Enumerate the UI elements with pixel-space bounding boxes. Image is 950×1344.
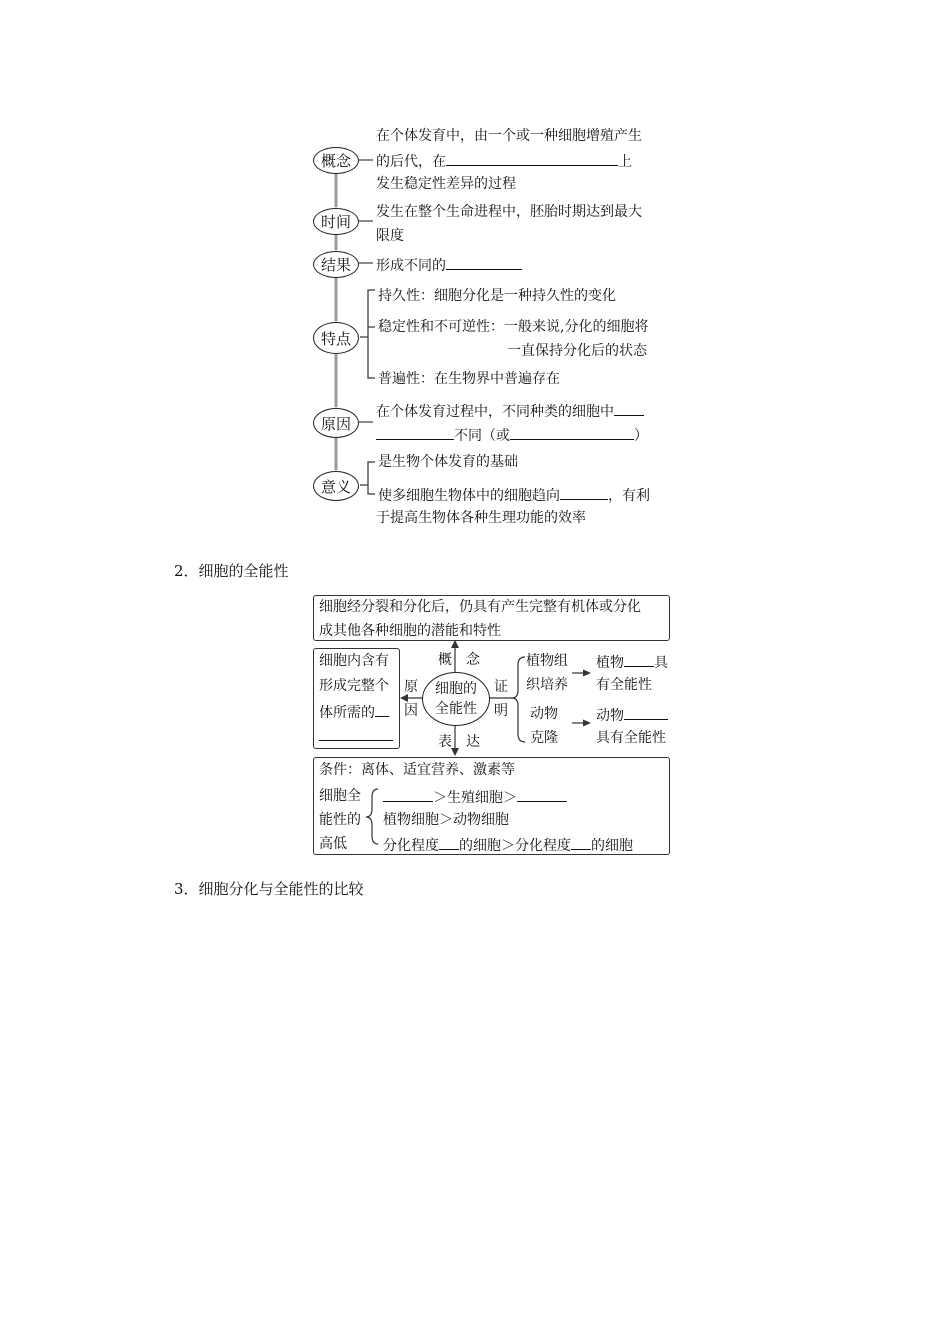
time-line-1: 发生在整个生命进程中，胚胎时期达到最大 <box>376 204 642 220</box>
time-label: 时间 <box>320 213 351 231</box>
time-line-2: 限度 <box>376 228 404 244</box>
concept-box-line-1: 细胞经分裂和分化后，仍具有产生完整有机体或分化 <box>319 599 641 615</box>
concept-line-2-end: 上 <box>618 154 632 170</box>
meaning-item-2-text: 使多细胞生物体中的细胞趋向 <box>378 488 560 504</box>
center-line-1: 细胞的 <box>435 681 477 697</box>
meaning-item-2-end: ，有利 <box>608 488 650 504</box>
label-expression: 表 达 <box>438 734 480 750</box>
center-line-2: 全能性 <box>435 701 477 717</box>
section-3-title: 3．细胞分化与全能性的比较 <box>174 880 364 898</box>
row-3-text-a: 分化程度 <box>383 838 439 854</box>
result-text: 形成不同的 <box>376 258 446 274</box>
label-cause-a: 原 <box>404 679 418 695</box>
expression-level-b: 能性的 <box>319 812 361 828</box>
label-proof-a: 证 <box>494 679 508 695</box>
expression-row-3 <box>383 835 633 855</box>
expression-row-1 <box>383 787 567 807</box>
row-3-blank-b <box>571 835 591 850</box>
animal-result-line-2: 具有全能性 <box>596 730 666 746</box>
row-3-blank-a <box>439 835 459 850</box>
row-3-text-b: 的细胞＞分化程度 <box>459 838 571 854</box>
concept-line-2-text: 的后代，在 <box>376 154 446 170</box>
animal-result-line-1 <box>596 705 668 725</box>
proof-plant-a: 植物组 <box>526 653 568 669</box>
cause-box-line-3-text: 体所需的 <box>319 705 375 721</box>
label-proof-b: 明 <box>494 703 508 719</box>
features-label: 特点 <box>320 329 351 348</box>
cause-box-line-1: 细胞内含有 <box>319 653 389 669</box>
row-1-blank-b <box>517 787 567 802</box>
label-concept: 概 念 <box>438 652 480 668</box>
feature-item-3: 普遍性：在生物界中普遍存在 <box>378 371 560 387</box>
meaning-item-1: 是生物个体发育的基础 <box>378 454 518 470</box>
plant-result-line-1 <box>596 652 668 672</box>
animal-result-blank <box>624 705 668 720</box>
concept-line-1: 在个体发育中，由一个或一种细胞增殖产生 <box>376 128 642 144</box>
meaning-label: 意义 <box>320 477 351 496</box>
plant-result-blank <box>624 652 654 667</box>
cause-box-line-2: 形成完整个 <box>319 678 389 694</box>
cause-line-2-text: 不同（或 <box>454 428 510 444</box>
expression-condition: 条件：离体、适宜营养、激素等 <box>319 762 515 778</box>
feature-item-2b: 一直保持分化后的状态 <box>507 343 647 359</box>
plant-result-line-2: 有全能性 <box>596 677 652 693</box>
label-cause-b: 因 <box>404 703 418 719</box>
totipotency-center-oval <box>422 672 490 726</box>
proof-animal-b: 克隆 <box>530 730 558 746</box>
row-3-text-c: 的细胞 <box>591 838 633 854</box>
concept-label: 概念 <box>320 152 351 170</box>
feature-item-1: 持久性：细胞分化是一种持久性的变化 <box>378 288 616 304</box>
meaning-item-2c: 于提高生物体各种生理功能的效率 <box>376 510 586 526</box>
concept-line-3: 发生稳定性差异的过程 <box>376 176 516 192</box>
result-label: 结果 <box>320 256 351 274</box>
expression-level-a: 细胞全 <box>319 788 361 804</box>
expression-level-c: 高低 <box>319 836 347 852</box>
proof-animal-a: 动物 <box>530 706 558 722</box>
proof-plant-b: 织培养 <box>526 677 568 693</box>
plant-result-text: 植物 <box>596 655 624 671</box>
animal-result-text: 动物 <box>596 708 624 724</box>
cause-label: 原因 <box>320 414 351 433</box>
expression-row-2: 植物细胞＞动物细胞 <box>383 812 509 828</box>
feature-item-2: 稳定性和不可逆性：一般来说,分化的细胞将 <box>378 319 649 335</box>
cause-line-1-text: 在个体发育过程中，不同种类的细胞中 <box>376 404 614 420</box>
row-1-text: ＞生殖细胞＞ <box>433 790 517 806</box>
cause-line-2-end: ） <box>634 428 648 444</box>
row-1-blank-a <box>383 787 433 802</box>
concept-box-line-2: 成其他各种细胞的潜能和特性 <box>319 623 501 639</box>
plant-result-end: 具 <box>654 655 668 671</box>
section-2-title: 2．细胞的全能性 <box>174 562 289 580</box>
